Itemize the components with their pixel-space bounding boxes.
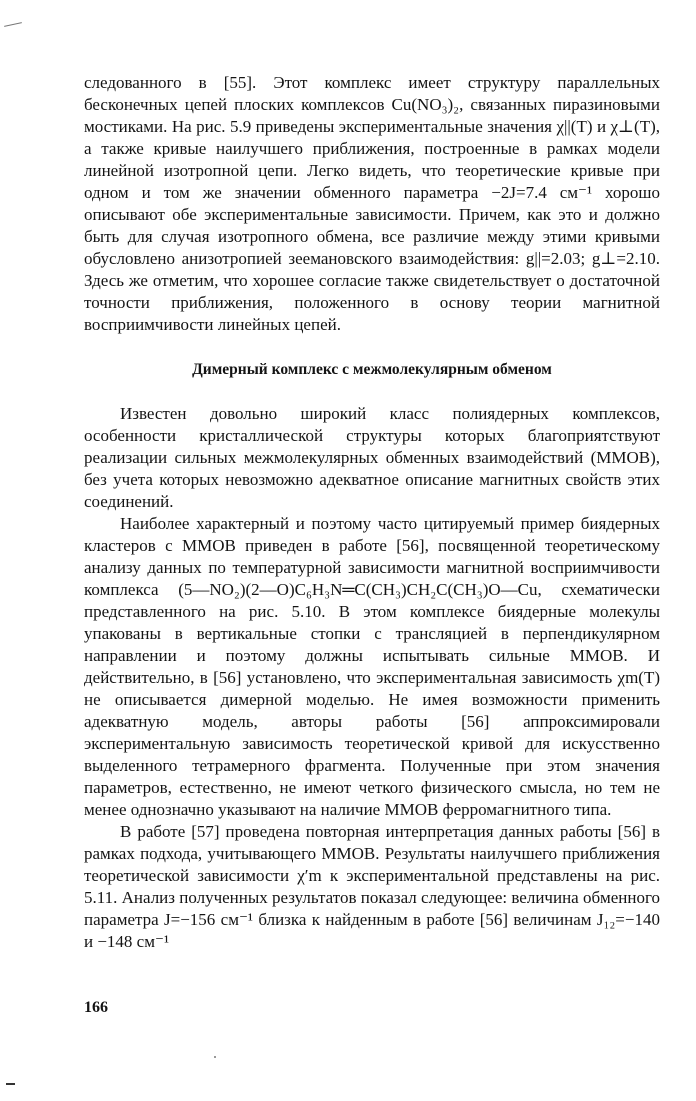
scan-mark-bottom xyxy=(6,1083,15,1085)
paragraph-2: Наиболее характерный и поэтому часто цитируемый пример биядерных кластеров с ММОВ приведен в работе [56], посвященной теоретическому анализу данных по температурной зависимости магнитной восприимчивости комплекса (5—NO₂)(2—O)C₆H₃N═C(CH₃)CH₂C(CH₃)O—Cu, схематически представленного на рис. 5.10. В этом комплексе биядерные молекулы упакованы в вертикальные стопки с трансляцией в перпендикулярном направлении и поэтому должны испытывать сильные ММОВ. И действительно, в [56] установлено, что экспериментальная зависимость χm(T) не описывается димерной моделью. Не имея возможности применить адекватную модель, авторы работы [56] аппроксимировали экспериментальную зависимость теоретической кривой для искусственно выделенного тетрамерного фрагмента. Полученные при этом значения параметров, естественно, не имеют четкого физического смысла, но тем не менее однозначно указывают на наличие ММОВ ферромагнитного типа. xyxy=(84,514,660,819)
paragraph-1: Известен довольно широкий класс полиядерных комплексов, особенности кристаллической структуры которых благоприятствуют реализации сильных межмолекулярных обменных взаимодействий (ММОВ), без учета которых невозможно адекватное описание магнитных свойств этих соединений. xyxy=(84,404,660,511)
scan-mark-top xyxy=(4,22,22,27)
page-number: 166 xyxy=(84,999,108,1016)
section-heading: Димерный комплекс с межмолекулярным обменом xyxy=(192,361,552,378)
paragraph-3: В работе [57] проведена повторная интерпретация данных работы [56] в рамках подхода, учитывающего ММОВ. Результаты наилучшего приближения теоретической зависимости χ′m к экспериментальной представлены на рис. 5.11. Анализ полученных результатов показал следующее: величина обменного параметра J=−156 см⁻¹ близка к найденным в работе [56] величинам J₁₂=−140 и −148 см⁻¹ xyxy=(84,822,660,951)
page-body xyxy=(84,72,660,953)
paragraph-intro: следованного в [55]. Этот комплекс имеет структуру параллельных бесконечных цепей плоских комплексов Cu(NO₃)₂, связанных пиразиновыми мостиками. На рис. 5.9 приведены экспериментальные значения χ||(T) и χ⊥(T), а также кривые наилучшего приближения, построенные в рамках модели линейной изотропной цепи. Легко видеть, что теоретические кривые при одном и том же значении обменного параметра −2J=7.4 см⁻¹ хорошо описывают обе экспериментальные зависимости. Причем, как это и должно быть для случая изотропного обмена, все различие между этими кривыми обусловлено анизотропией зеемановского взаимодействия: g||=2.03; g⊥=2.10. Здесь же отметим, что хорошее согласие также свидетельствует о достаточной точности приближения, положенного в основу теории магнитной восприимчивости линейных цепей. xyxy=(84,73,660,334)
scan-dot xyxy=(214,1056,216,1058)
